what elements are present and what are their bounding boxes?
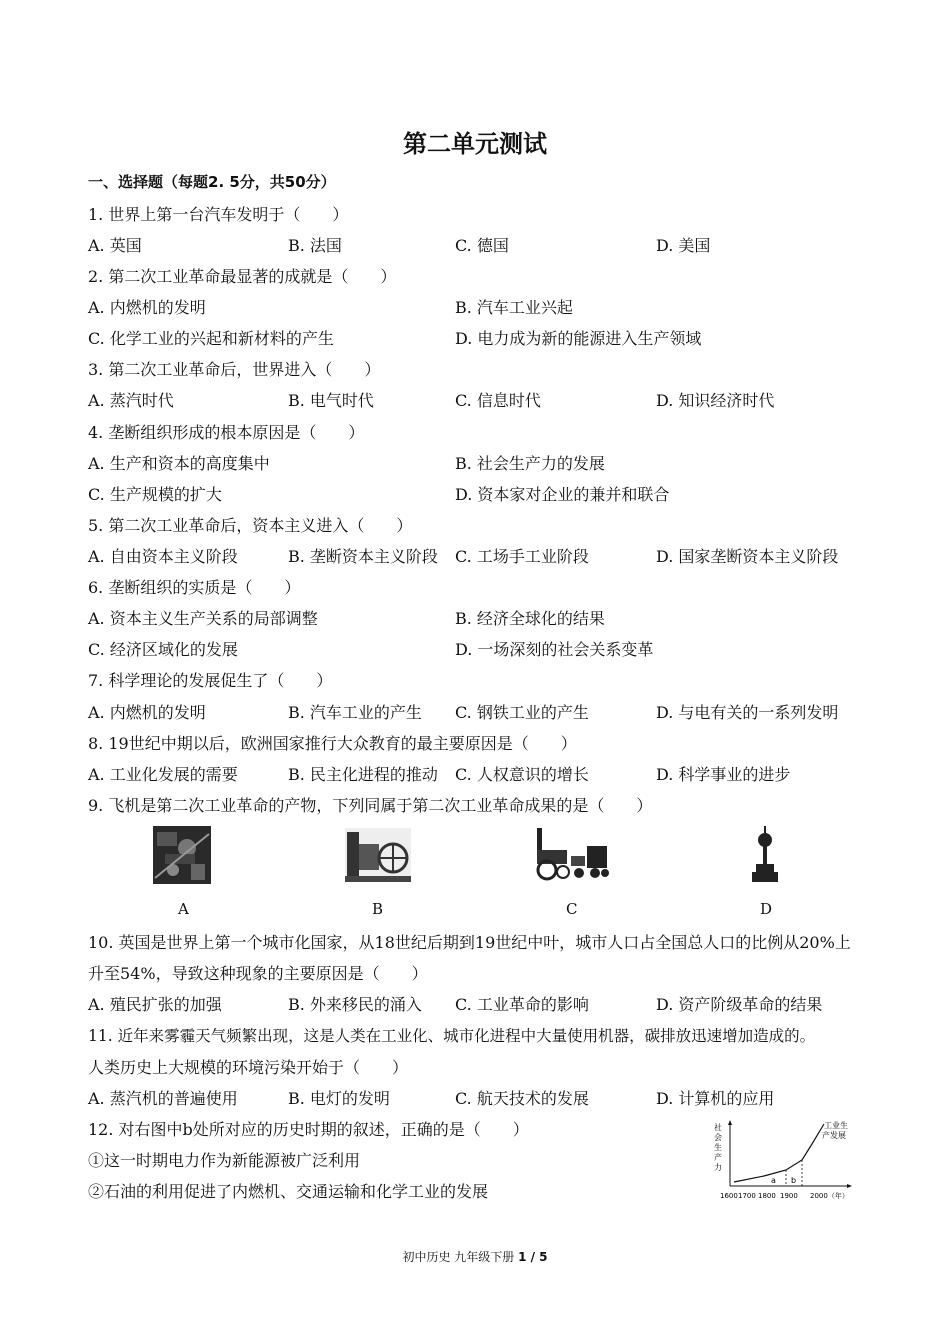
option-a-image — [153, 826, 211, 884]
question-11-stem-line-2: 人类历史上大规模的环境污染开始于（ ） — [88, 1058, 409, 1077]
option-c-image — [533, 826, 609, 882]
chart-ylabel-4: 产 — [714, 1153, 722, 1162]
question-1-stem: 1. 世界上第一台汽车发明于（ ） — [88, 205, 349, 224]
image-label-a: A — [178, 900, 189, 918]
chart-curve — [734, 1124, 824, 1182]
question-2-option-b: B. 汽车工业兴起 — [455, 298, 573, 317]
chart-ylabel-3: 生 — [714, 1143, 722, 1152]
question-7-option-c: C. 钢铁工业的产生 — [455, 703, 589, 722]
page-title: 第二单元测试 — [403, 130, 547, 158]
chart-xtick-3: 1900 — [780, 1192, 798, 1200]
image-label-d: D — [760, 900, 773, 918]
question-11-option-a: A. 蒸汽机的普遍使用 — [88, 1089, 238, 1108]
question-10-option-b: B. 外来移民的涌入 — [288, 995, 422, 1014]
section-heading: 一、选择题（每题2. 5分，共50分） — [88, 173, 336, 191]
chart-x-arrow — [847, 1184, 852, 1188]
chart-segment-b: b — [791, 1176, 797, 1185]
question-12-statement-1: ①这一时期电力作为新能源被广泛利用 — [88, 1151, 361, 1170]
question-1-option-a: A. 英国 — [88, 236, 142, 255]
page-footer — [0, 1248, 950, 1265]
option-b-image — [345, 828, 411, 882]
question-3-option-c: C. 信息时代 — [455, 391, 541, 410]
question-11-option-d: D. 计算机的应用 — [656, 1089, 775, 1108]
question-5-option-a: A. 自由资本主义阶段 — [88, 547, 238, 566]
question-6-option-b: B. 经济全球化的结果 — [455, 609, 605, 628]
question-2-option-c: C. 化学工业的兴起和新材料的产生 — [88, 329, 334, 348]
question-5-option-c: C. 工场手工业阶段 — [455, 547, 589, 566]
question-7-option-a: A. 内燃机的发明 — [88, 703, 206, 722]
question-1-option-c: C. 德国 — [455, 236, 509, 255]
question-4-option-b: B. 社会生产力的发展 — [455, 454, 605, 473]
question-5-stem: 5. 第二次工业革命后，资本主义进入（ ） — [88, 516, 413, 535]
question-7-stem: 7. 科学理论的发展促生了（ ） — [88, 671, 333, 690]
question-8-option-c: C. 人权意识的增长 — [455, 765, 589, 784]
question-6-option-d: D. 一场深刻的社会关系变革 — [455, 640, 654, 659]
page-number: 1 / 5 — [518, 1250, 548, 1264]
chart-xtick-1: 1700 — [738, 1192, 756, 1200]
question-3-stem: 3. 第二次工业革命后，世界进入（ ） — [88, 360, 381, 379]
question-4-stem: 4. 垄断组织形成的根本原因是（ ） — [88, 423, 365, 442]
chart-curve-label-2: 产发展 — [822, 1131, 846, 1140]
question-6-stem: 6. 垄断组织的实质是（ ） — [88, 578, 301, 597]
chart-xtick-2: 1800 — [758, 1192, 776, 1200]
chart-xtick-0: 1600 — [720, 1192, 738, 1200]
chart-xtick-4: 2000（年） — [810, 1192, 849, 1200]
question-2-option-a: A. 内燃机的发明 — [88, 298, 206, 317]
question-2-option-d: D. 电力成为新的能源进入生产领域 — [455, 329, 702, 348]
question-7-option-d: D. 与电有关的一系列发明 — [656, 703, 839, 722]
question-3-option-b: B. 电气时代 — [288, 391, 374, 410]
chart-ylabel-1: 社 — [714, 1123, 722, 1132]
question-3-option-a: A. 蒸汽时代 — [88, 391, 174, 410]
productivity-chart — [712, 1118, 864, 1202]
question-6-option-a: A. 资本主义生产关系的局部调整 — [88, 609, 318, 628]
footer-text: 初中历史 九年级下册 — [402, 1250, 519, 1264]
question-8-stem: 8. 19世纪中期以后，欧洲国家推行大众教育的最主要原因是（ ） — [88, 734, 577, 753]
question-11-option-c: C. 航天技术的发展 — [455, 1089, 589, 1108]
question-8-option-a: A. 工业化发展的需要 — [88, 765, 238, 784]
chart-ylabel-2: 会 — [714, 1133, 722, 1142]
question-4-option-a: A. 生产和资本的高度集中 — [88, 454, 270, 473]
question-9-stem: 9. 飞机是第二次工业革命的产物，下列同属于第二次工业革命成果的是（ ） — [88, 796, 653, 815]
question-10-option-a: A. 殖民扩张的加强 — [88, 995, 222, 1014]
question-10-stem-line-1: 10. 英国是世界上第一个城市化国家，从18世纪后期到19世纪中叶，城市人口占全国总人口的比例从20%上 — [88, 933, 851, 952]
question-10-stem-line-2: 升至54%，导致这种现象的主要原因是（ ） — [88, 964, 428, 983]
option-d-image — [750, 826, 780, 884]
chart-y-arrow — [728, 1120, 732, 1125]
question-11-stem-line-1: 11. 近年来雾霾天气频繁出现，这是人类在工业化、城市化进程中大量使用机器，碳排放迅速增加造成的。 — [88, 1027, 816, 1045]
chart-curve-label-1: 工业生 — [824, 1121, 848, 1130]
productivity-chart-svg — [712, 1118, 864, 1202]
question-11-option-b: B. 电灯的发明 — [288, 1089, 390, 1108]
image-label-b: B — [372, 900, 384, 918]
image-label-c: C — [566, 900, 578, 918]
question-1-option-d: D. 美国 — [656, 236, 711, 255]
chart-segment-a: a — [771, 1176, 776, 1185]
question-7-option-b: B. 汽车工业的产生 — [288, 703, 422, 722]
question-4-option-d: D. 资本家对企业的兼并和联合 — [455, 485, 670, 504]
question-4-option-c: C. 生产规模的扩大 — [88, 485, 222, 504]
question-8-option-b: B. 民主化进程的推动 — [288, 765, 438, 784]
question-5-option-b: B. 垄断资本主义阶段 — [288, 547, 438, 566]
question-6-option-c: C. 经济区域化的发展 — [88, 640, 238, 659]
question-8-option-d: D. 科学事业的进步 — [656, 765, 791, 784]
question-10-option-d: D. 资产阶级革命的结果 — [656, 995, 823, 1014]
question-1-option-b: B. 法国 — [288, 236, 342, 255]
question-12-stem: 12. 对右图中b处所对应的历史时期的叙述，正确的是（ ） — [88, 1120, 529, 1139]
chart-ylabel-5: 力 — [714, 1163, 722, 1172]
question-10-option-c: C. 工业革命的影响 — [455, 995, 589, 1014]
question-3-option-d: D. 知识经济时代 — [656, 391, 775, 410]
question-12-statement-2: ②石油的利用促进了内燃机、交通运输和化学工业的发展 — [88, 1182, 489, 1201]
question-2-stem: 2. 第二次工业革命最显著的成就是（ ） — [88, 267, 397, 286]
question-5-option-d: D. 国家垄断资本主义阶段 — [656, 547, 839, 566]
